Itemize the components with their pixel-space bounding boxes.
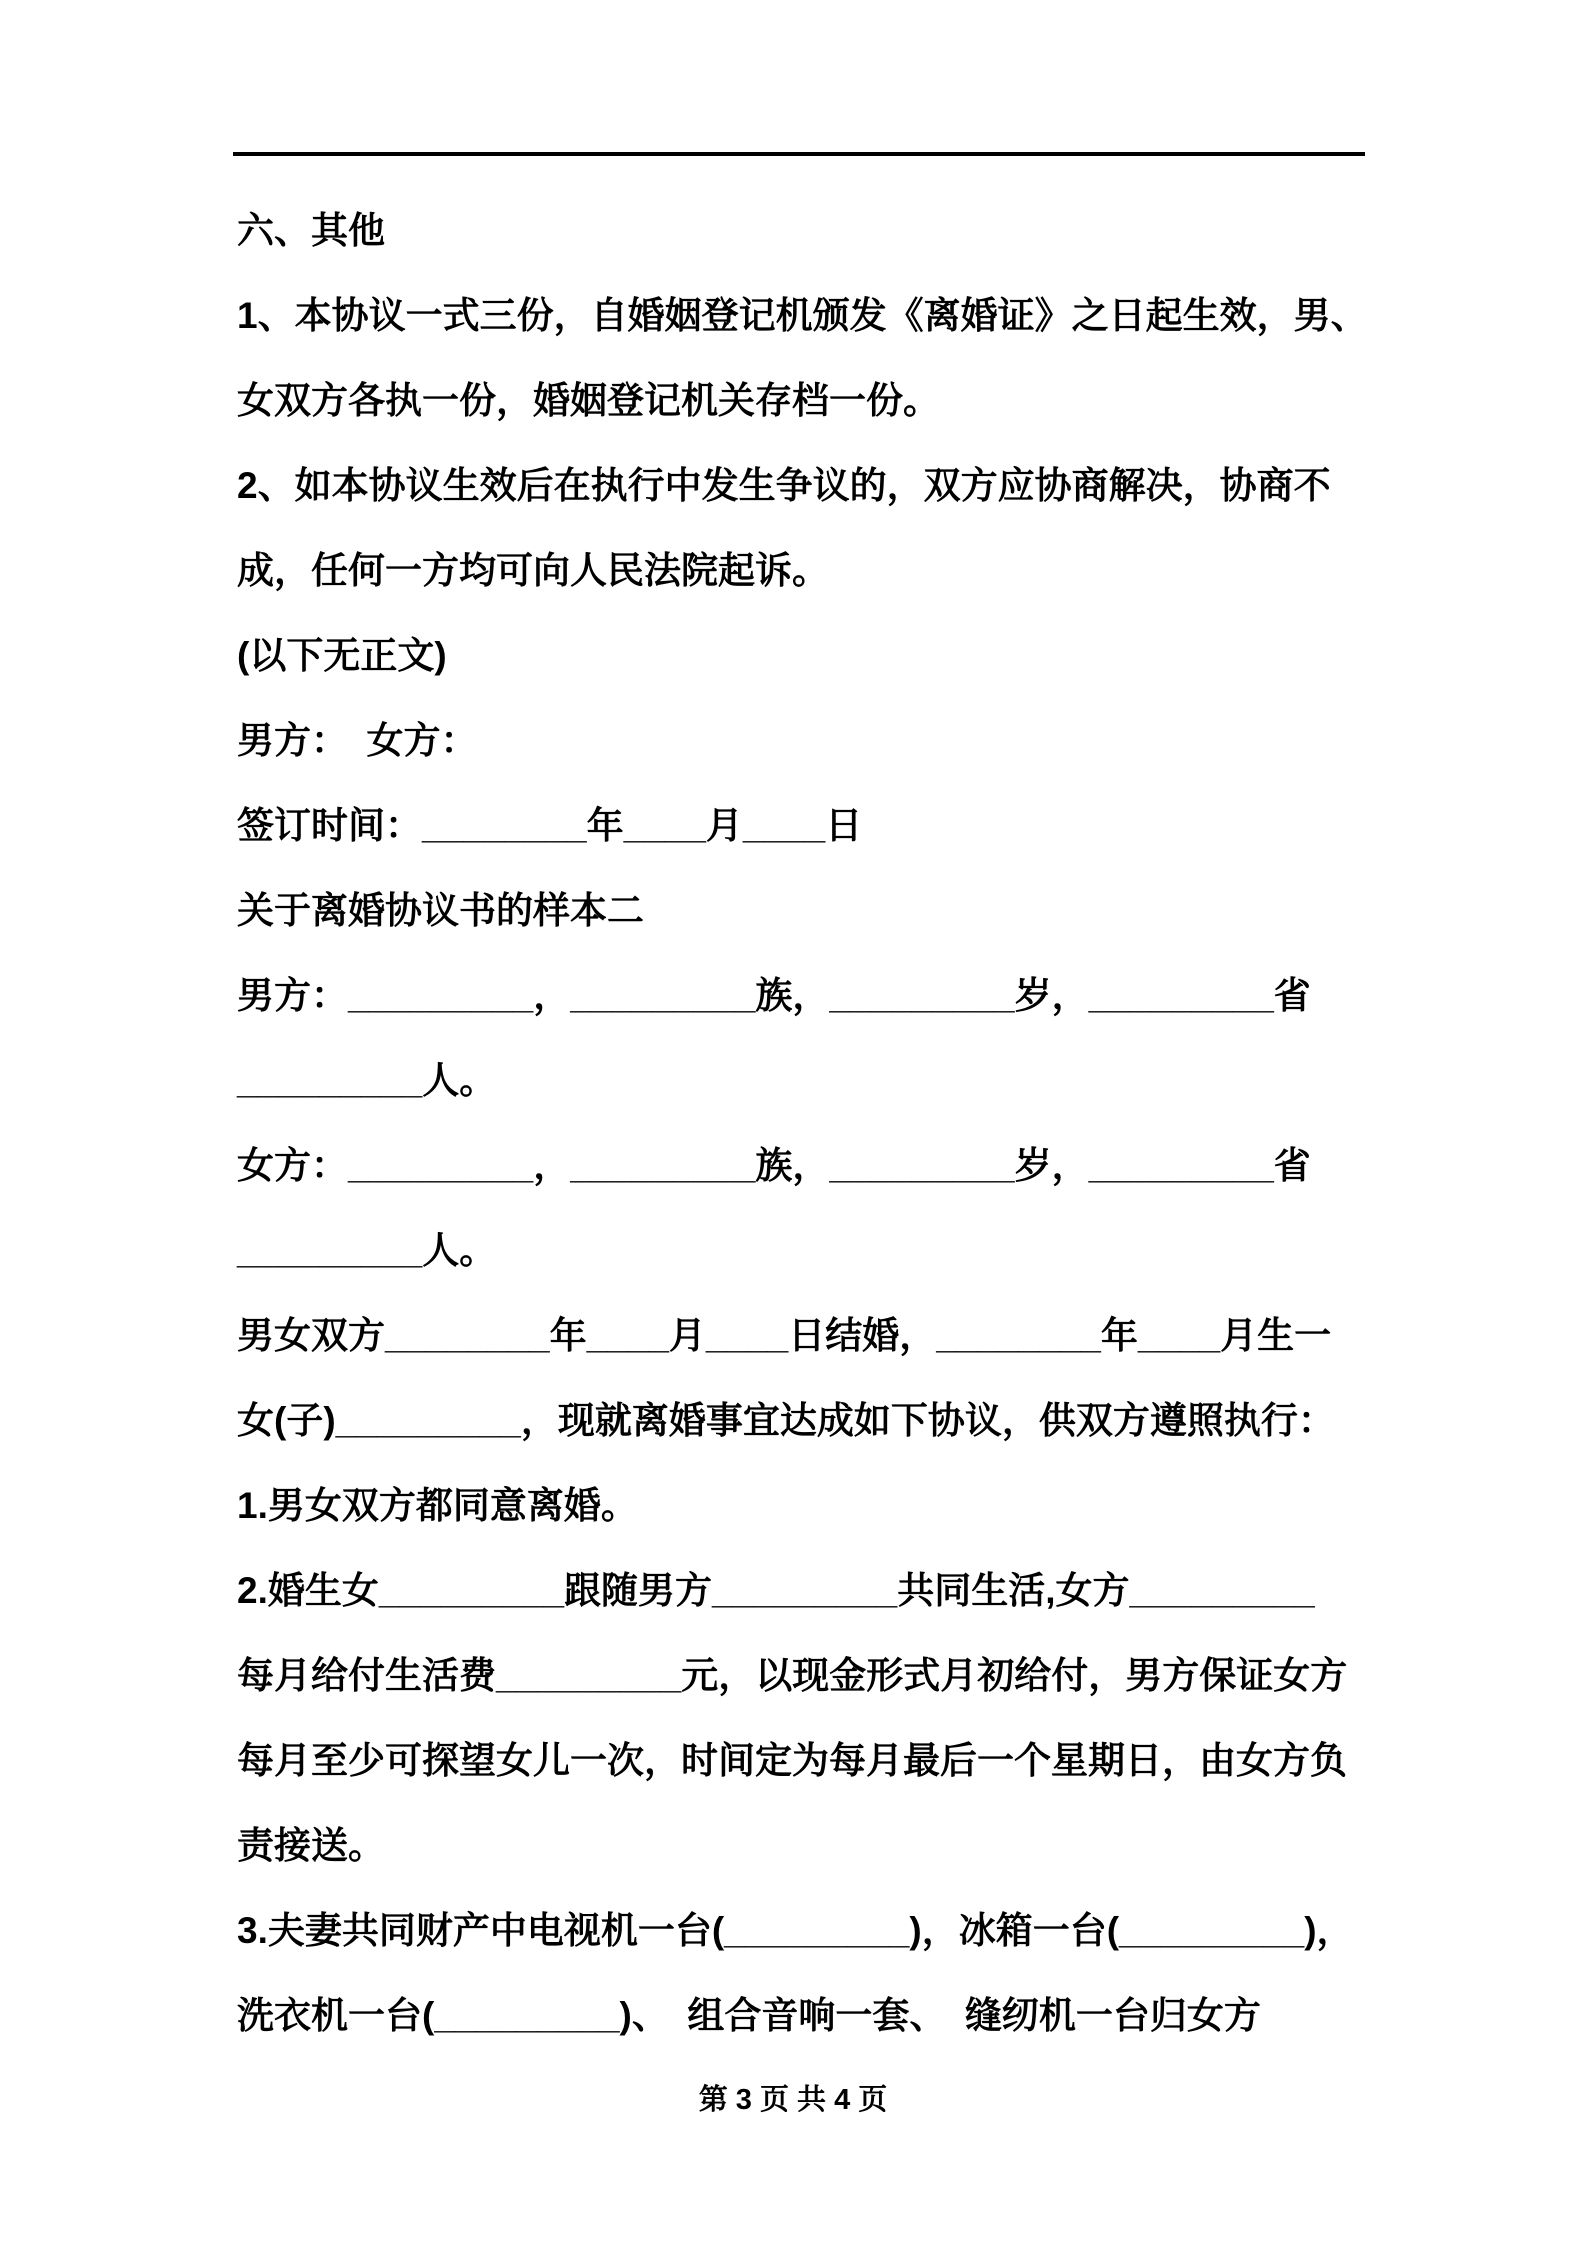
text-line-no-more-text: (以下无正文): [237, 635, 447, 676]
text-line: 每月至少可探望女儿一次，时间定为每月最后一个星期日，由女方负: [237, 1740, 1347, 1781]
text-line-wife-info: 女方：_________，_________族，_________岁，_________省: [237, 1145, 1311, 1186]
text-line-clause-1: 1.男女双方都同意离婚。: [237, 1485, 638, 1526]
text-line: 成，任何一方均可向人民法院起诉。: [237, 550, 829, 591]
text-line-sign-date: 签订时间：________年____月____日: [237, 805, 863, 846]
text-line: 1、本协议一式三份，自婚姻登记机颁发《离婚证》之日起生效，男、: [237, 295, 1368, 336]
text-line: 责接送。: [237, 1825, 385, 1866]
header-rule: [233, 152, 1365, 156]
text-line-clause-3: 3.夫妻共同财产中电视机一台(_________)，冰箱一台(_________)，: [237, 1910, 1354, 1951]
text-line-sample-two-heading: 关于离婚协议书的样本二: [237, 890, 644, 931]
page-footer: 第 3 页 共 4 页: [698, 2084, 888, 2116]
document-body: [237, 188, 1367, 2058]
text-line-marriage-date: 男女双方________年____月____日结婚，________年____月生一: [237, 1315, 1332, 1356]
text-line-heading-other: 六、其他: [237, 210, 385, 251]
text-line: 女双方各执一份，婚姻登记机关存档一份。: [237, 380, 940, 421]
text-line: 女(子)_________，现就离婚事宜达成如下协议，供双方遵照执行：: [237, 1400, 1335, 1441]
text-line-clause-2: 2.婚生女_________跟随男方_________共同生活,女方_________: [237, 1570, 1315, 1611]
text-line-husband-info: 男方：_________，_________族，_________岁，_________省: [237, 975, 1311, 1016]
text-line: 2、如本协议生效后在执行中发生争议的，双方应协商解决，协商不: [237, 465, 1331, 506]
text-line: _________人。: [237, 1060, 497, 1101]
text-line: 每月给付生活费_________元，以现金形式月初给付，男方保证女方: [237, 1655, 1348, 1696]
text-line: _________人。: [237, 1230, 497, 1271]
text-line: 洗衣机一台(_________)、 组合音响一套、 缝纫机一台归女方: [237, 1995, 1261, 2036]
text-line-signature: 男方： 女方：: [237, 720, 478, 761]
